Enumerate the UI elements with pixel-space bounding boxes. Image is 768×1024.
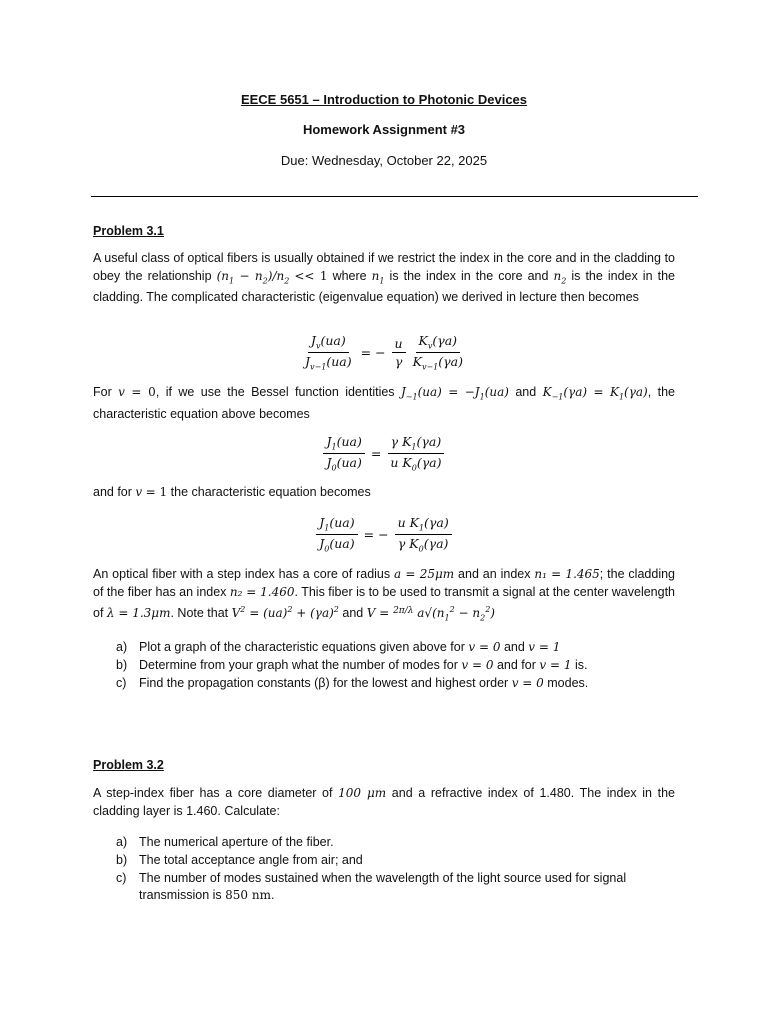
list-item: a) Plot a graph of the characteristic equations given above for v = 0 and v = 1 xyxy=(116,640,561,654)
course-title: EECE 5651 – Introduction to Photonic Devices xyxy=(240,92,528,107)
problem-3-1-v1-text: and for v = 1 the characteristic equation becomes xyxy=(93,485,371,499)
problem-3-1-title: Problem 3.1 xyxy=(93,224,164,238)
header-divider xyxy=(91,196,698,197)
problem-3-1-questions xyxy=(116,639,676,692)
problem-3-1-fiber-text: An optical fiber with a step index has a core of radius a = 25μm and an index n₁ = 1.465; the cladding of the fiber has an index n₂ = 1.460. This fiber is to be used to transmit a signal at the center wavelength of λ = 1.3μm. Note that $V^2 = (ua)^2 + (\gamma a)^2$ and V = $^{2\pi/\lambda}$ $a√(n_1^2 - n_2^2)$ xyxy=(93,567,676,623)
list-item: c) The number of modes sustained when the wavelength of the light source used for signal transmission is 850 nm. xyxy=(116,870,627,903)
list-item: b) Determine from your graph what the number of modes for v = 0 and for v = 1 is. xyxy=(116,657,588,672)
list-item: b) The total acceptance angle from air; and xyxy=(116,852,363,867)
list-item: c) Find the propagation constants (β) for the lowest and highest order v = 0 modes. xyxy=(116,675,589,690)
problem-3-2-intro: A step-index fiber has a core diameter of 100 μm and a refractive index of 1.480. The index in the cladding layer is 1.460. Calculate: xyxy=(93,786,676,818)
problem-3-1-intro: A useful class of optical fibers is usually obtained if we restrict the index in the core and in the cladding to obey the relationship $(n_1 - n_2)/n_2 << 1$ where $n_1$ is the index in the core and $n_2$ is the index in the cladding. The complicated characteristic (eigenvalue equation) we derived in lecture then becomes xyxy=(93,251,675,305)
characteristic-equation-general: $\frac{J_v(ua)}{J_{v-1}(ua)}$ = − $\frac{u}{\gamma}$ $\frac{K_v(\gamma a)}{K_{v-1}(\gamma a)}$ xyxy=(305,333,463,371)
characteristic-equation-v0: $\frac{J_1(ua)}{J_0(ua)}$ = $\frac{\gamma K_1(\gamma a)}{u K_0(\gamma a)}$ xyxy=(0,434,768,472)
problem-3-2-questions xyxy=(116,834,676,905)
characteristic-equation-v1: $\frac{J_1(ua)}{J_0(ua)}$ = − $\frac{u K_1(\gamma a)}{\gamma K_0(\gamma a)}$ xyxy=(0,515,768,553)
problem-3-2-title: Problem 3.2 xyxy=(93,758,164,772)
list-item: a) The numerical aperture of the fiber. xyxy=(116,835,334,849)
problem-3-1-v0-text: For v = 0, if we use the Bessel function identities $J_{-1}(ua) = -J_1(ua)$ and $K_{-1}(\gamma a) = K_1(\gamma a)$, the characteristic equation above becomes xyxy=(93,385,676,421)
due-date: Due: Wednesday, October 22, 2025 xyxy=(280,153,488,168)
assignment-title: Homework Assignment #3 xyxy=(302,122,466,137)
